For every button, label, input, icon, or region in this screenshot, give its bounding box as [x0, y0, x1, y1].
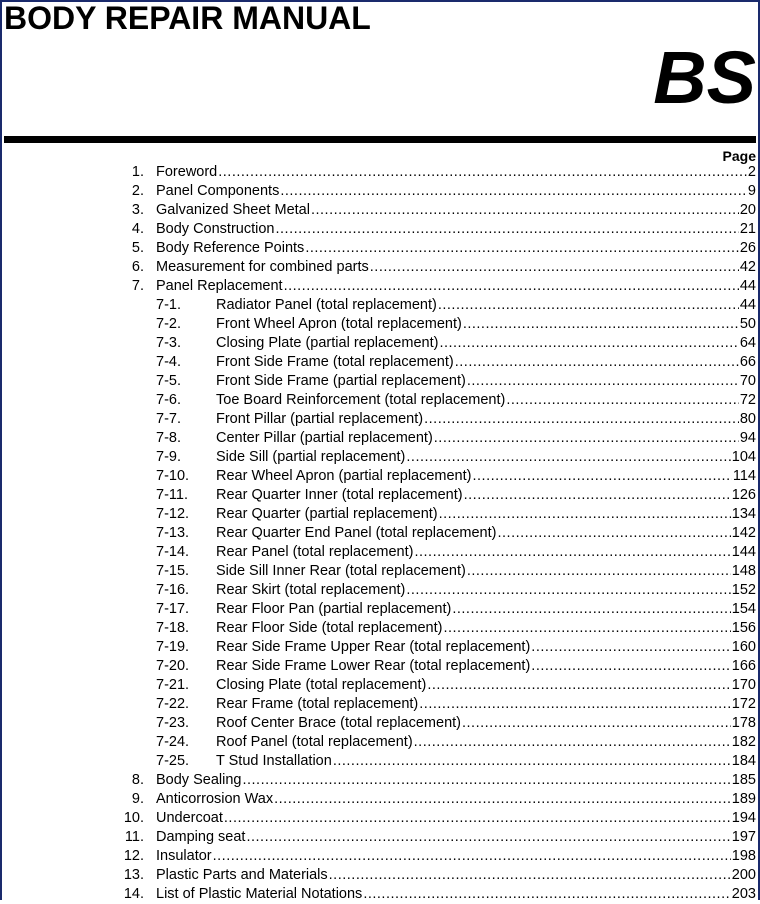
toc-subentry[interactable] — [0, 448, 760, 467]
toc-entry-title: Panel Components — [156, 183, 280, 199]
toc-entry[interactable] — [0, 182, 760, 201]
dot-leader — [218, 163, 747, 182]
toc-entry-title: Galvanized Sheet Metal — [156, 202, 310, 218]
toc-entry-line — [216, 505, 756, 524]
toc-entry-line — [216, 334, 756, 353]
dot-leader — [311, 201, 739, 220]
toc-entry-line — [156, 201, 756, 220]
toc-entry-number: 7-18. — [156, 620, 190, 636]
toc-entry-number: 3. — [131, 202, 144, 218]
toc-subentry[interactable] — [0, 695, 760, 714]
toc-entry-page: 70 — [739, 373, 756, 389]
toc-entry-title: Side Sill (partial replacement) — [216, 449, 406, 465]
toc-entry-page: 42 — [739, 259, 756, 275]
header-rule — [4, 136, 756, 143]
toc-entry-title: Closing Plate (partial replacement) — [216, 335, 439, 351]
toc-entry-line — [216, 581, 756, 600]
dot-leader — [443, 619, 730, 638]
toc-entry-number: 7-7. — [156, 411, 181, 427]
toc-subentry[interactable] — [0, 581, 760, 600]
toc-entry-line — [216, 638, 756, 657]
dot-leader — [464, 486, 731, 505]
dot-leader — [414, 733, 731, 752]
toc-subentry[interactable] — [0, 562, 760, 581]
dot-leader — [224, 809, 731, 828]
dot-leader — [274, 790, 731, 809]
toc-entry-line — [156, 885, 756, 904]
dot-leader — [305, 239, 739, 258]
toc-entry-line — [216, 543, 756, 562]
toc-entry-page: 104 — [731, 449, 756, 465]
toc-subentry[interactable] — [0, 315, 760, 334]
toc-entry-title: Rear Quarter (partial replacement) — [216, 506, 438, 522]
toc-entry-page: 126 — [731, 487, 756, 503]
toc-entry-number: 10. — [123, 810, 144, 826]
toc-entry-number: 7-3. — [156, 335, 181, 351]
toc-entry-title: Front Pillar (partial replacement) — [216, 411, 424, 427]
toc-subentry[interactable] — [0, 429, 760, 448]
toc-entry-number: 7-24. — [156, 734, 190, 750]
dot-leader — [414, 543, 730, 562]
toc-entry-page: 197 — [731, 829, 756, 845]
toc-subentry[interactable] — [0, 505, 760, 524]
page-column-label: Page — [722, 148, 756, 164]
toc-entry-title: Rear Side Frame Lower Rear (total replacement) — [216, 658, 531, 674]
toc-entry-page: 134 — [731, 506, 756, 522]
dot-leader — [280, 182, 747, 201]
toc-entry-page: 26 — [739, 240, 756, 256]
toc-entry-line — [156, 277, 756, 296]
dot-leader — [531, 638, 731, 657]
toc-entry-line — [216, 486, 756, 505]
dot-leader — [419, 695, 731, 714]
toc-entry-number: 11. — [124, 829, 144, 845]
toc-entry[interactable] — [0, 809, 760, 828]
toc-entry-line — [216, 391, 756, 410]
dot-leader — [406, 448, 730, 467]
toc-entry-line — [216, 733, 756, 752]
toc-subentry[interactable] — [0, 296, 760, 315]
toc-entry-number: 7-4. — [156, 354, 181, 370]
toc-entry-title: Center Pillar (partial replacement) — [216, 430, 433, 446]
toc-entry-line — [156, 163, 756, 182]
toc-entry-title: Closing Plate (total replacement) — [216, 677, 427, 693]
dot-leader — [427, 676, 730, 695]
toc-entry[interactable] — [0, 258, 760, 277]
toc-entry-line — [216, 619, 756, 638]
toc-entry-line — [216, 524, 756, 543]
toc-entry-line — [216, 315, 756, 334]
toc-entry-line — [216, 448, 756, 467]
toc-entry-title: Body Reference Points — [156, 240, 305, 256]
toc-entry-line — [216, 600, 756, 619]
toc-entry[interactable] — [0, 163, 760, 182]
toc-entry[interactable] — [0, 790, 760, 809]
toc-entry-number: 5. — [131, 240, 144, 256]
toc-subentry[interactable] — [0, 353, 760, 372]
dot-leader — [284, 277, 739, 296]
toc-entry-line — [216, 296, 756, 315]
toc-entry-number: 7-6. — [156, 392, 181, 408]
toc-entry-number: 7-12. — [156, 506, 190, 522]
toc-entry-number: 14. — [123, 886, 144, 902]
toc-entry-title: Rear Side Frame Upper Rear (total replacement) — [216, 639, 531, 655]
dot-leader — [439, 505, 731, 524]
toc-subentry[interactable] — [0, 410, 760, 429]
toc-entry[interactable] — [0, 847, 760, 866]
toc-entry-title: Rear Quarter End Panel (total replacement) — [216, 525, 497, 541]
toc-entry-page: 200 — [731, 867, 756, 883]
toc-entry-page: 203 — [731, 886, 756, 902]
toc-entry-title: Rear Panel (total replacement) — [216, 544, 414, 560]
toc-subentry[interactable] — [0, 486, 760, 505]
toc-entry-page: 182 — [731, 734, 756, 750]
toc-entry[interactable] — [0, 771, 760, 790]
dot-leader — [506, 391, 739, 410]
toc-entry-number: 7-20. — [156, 658, 190, 674]
toc-entry-line — [156, 220, 756, 239]
toc-entry-line — [156, 258, 756, 277]
toc-entry-title: Roof Panel (total replacement) — [216, 734, 413, 750]
toc-entry-line — [156, 828, 756, 847]
toc-entry-title: Insulator — [156, 848, 212, 864]
dot-leader — [467, 372, 739, 391]
toc-entry-title: Radiator Panel (total replacement) — [216, 297, 437, 313]
toc-entry-page: 66 — [739, 354, 756, 370]
toc-entry-number: 7-23. — [156, 715, 190, 731]
toc-subentry[interactable] — [0, 638, 760, 657]
toc-subentry[interactable] — [0, 372, 760, 391]
toc-entry[interactable] — [0, 277, 760, 296]
toc-entry-title: Rear Wheel Apron (partial replacement) — [216, 468, 472, 484]
toc-entry-number: 7-22. — [156, 696, 190, 712]
dot-leader — [424, 410, 739, 429]
toc-entry-line — [156, 771, 756, 790]
toc-entry-line — [216, 676, 756, 695]
toc-entry-number: 7-1. — [156, 297, 181, 313]
toc-entry-title: Toe Board Reinforcement (total replacement) — [216, 392, 506, 408]
dot-leader — [363, 885, 730, 904]
toc-entry-page: 178 — [731, 715, 756, 731]
toc-entry-title: Body Sealing — [156, 772, 242, 788]
table-of-contents — [0, 163, 760, 904]
toc-entry-number: 7-2. — [156, 316, 181, 332]
toc-subentry[interactable] — [0, 619, 760, 638]
toc-subentry[interactable] — [0, 714, 760, 733]
toc-entry-number: 7-15. — [156, 563, 190, 579]
toc-entry[interactable] — [0, 885, 760, 904]
toc-entry-page: 189 — [731, 791, 756, 807]
toc-entry-page: 144 — [731, 544, 756, 560]
toc-entry-number: 7-14. — [156, 544, 190, 560]
toc-entry-page: 172 — [731, 696, 756, 712]
toc-entry-page: 166 — [731, 658, 756, 674]
toc-entry-number: 8. — [131, 772, 144, 788]
toc-entry-number: 1. — [131, 164, 144, 180]
dot-leader — [333, 752, 731, 771]
toc-entry-title: Front Wheel Apron (total replacement) — [216, 316, 462, 332]
toc-subentry[interactable] — [0, 676, 760, 695]
toc-entry-title: List of Plastic Material Notations — [156, 886, 363, 902]
toc-entry-title: Undercoat — [156, 810, 223, 826]
toc-entry-page: 2 — [747, 164, 756, 180]
dot-leader — [213, 847, 731, 866]
toc-entry-line — [216, 695, 756, 714]
toc-entry-line — [216, 353, 756, 372]
toc-entry-page: 50 — [739, 316, 756, 332]
toc-entry-line — [156, 182, 756, 201]
dot-leader — [439, 334, 738, 353]
toc-entry-title: Rear Floor Pan (partial replacement) — [216, 601, 452, 617]
toc-entry-page: 152 — [731, 582, 756, 598]
toc-entry-page: 94 — [739, 430, 756, 446]
toc-entry-line — [216, 657, 756, 676]
toc-entry-page: 194 — [731, 810, 756, 826]
toc-entry[interactable] — [0, 239, 760, 258]
toc-entry[interactable] — [0, 866, 760, 885]
dot-leader — [455, 353, 739, 372]
toc-entry-title: Damping seat — [156, 829, 246, 845]
toc-entry-number: 9. — [131, 791, 144, 807]
toc-entry-page: 142 — [731, 525, 756, 541]
toc-entry-page: 44 — [739, 297, 756, 313]
toc-entry-line — [216, 372, 756, 391]
toc-entry-title: Body Construction — [156, 221, 275, 237]
toc-entry-page: 72 — [739, 392, 756, 408]
toc-entry-title: Plastic Parts and Materials — [156, 867, 328, 883]
toc-entry[interactable] — [0, 828, 760, 847]
toc-entry-page: 80 — [739, 411, 756, 427]
toc-subentry[interactable] — [0, 752, 760, 771]
toc-entry-title: Front Side Frame (total replacement) — [216, 354, 454, 370]
toc-entry-page: 154 — [731, 601, 756, 617]
toc-entry-number: 7-9. — [156, 449, 181, 465]
toc-entry-number: 12. — [123, 848, 144, 864]
toc-entry-number: 13. — [123, 867, 144, 883]
toc-entry[interactable] — [0, 220, 760, 239]
toc-entry-number: 7-8. — [156, 430, 181, 446]
toc-entry-title: Foreword — [156, 164, 218, 180]
dot-leader — [370, 258, 739, 277]
toc-subentry[interactable] — [0, 524, 760, 543]
toc-subentry[interactable] — [0, 657, 760, 676]
toc-entry-number: 6. — [131, 259, 144, 275]
toc-entry-title: Rear Skirt (total replacement) — [216, 582, 406, 598]
dot-leader — [463, 315, 739, 334]
toc-entry-line — [216, 714, 756, 733]
toc-entry-line — [216, 562, 756, 581]
toc-entry-title: Panel Replacement — [156, 278, 283, 294]
toc-entry-number: 7. — [131, 278, 144, 294]
toc-entry-number: 7-25. — [156, 753, 190, 769]
toc-entry[interactable] — [0, 201, 760, 220]
toc-entry-page: 170 — [731, 677, 756, 693]
toc-entry-number: 7-17. — [156, 601, 190, 617]
dot-leader — [275, 220, 738, 239]
dot-leader — [467, 562, 731, 581]
toc-subentry[interactable] — [0, 391, 760, 410]
toc-entry-page: 21 — [739, 221, 756, 237]
toc-entry-number: 7-19. — [156, 639, 190, 655]
toc-entry-line — [156, 809, 756, 828]
toc-entry-line — [216, 752, 756, 771]
dot-leader — [242, 771, 730, 790]
toc-entry-title: Rear Floor Side (total replacement) — [216, 620, 443, 636]
dot-leader — [434, 429, 739, 448]
toc-entry-page: 20 — [739, 202, 756, 218]
toc-entry-number: 2. — [131, 183, 144, 199]
manual-title: BODY REPAIR MANUAL — [4, 0, 371, 36]
toc-subentry[interactable] — [0, 600, 760, 619]
toc-entry-number: 7-16. — [156, 582, 190, 598]
toc-entry-line — [216, 410, 756, 429]
toc-entry-line — [156, 239, 756, 258]
toc-entry-title: T Stud Installation — [216, 753, 332, 769]
toc-entry-title: Front Side Frame (partial replacement) — [216, 373, 466, 389]
toc-entry-title: Roof Center Brace (total replacement) — [216, 715, 461, 731]
toc-entry-number: 7-11. — [156, 487, 188, 503]
dot-leader — [462, 714, 731, 733]
toc-entry-page: 44 — [739, 278, 756, 294]
toc-entry-line — [156, 790, 756, 809]
toc-entry-title: Rear Quarter Inner (total replacement) — [216, 487, 463, 503]
section-code: BS — [653, 36, 756, 119]
toc-entry-page: 64 — [739, 335, 756, 351]
toc-entry-title: Rear Frame (total replacement) — [216, 696, 419, 712]
toc-entry-line — [216, 467, 756, 486]
dot-leader — [406, 581, 730, 600]
toc-entry-page: 185 — [731, 772, 756, 788]
dot-leader — [472, 467, 731, 486]
toc-entry-number: 7-21. — [156, 677, 190, 693]
toc-entry-number: 7-5. — [156, 373, 181, 389]
dot-leader — [452, 600, 730, 619]
toc-subentry[interactable] — [0, 334, 760, 353]
toc-entry-line — [156, 847, 756, 866]
dot-leader — [438, 296, 739, 315]
toc-entry-page: 148 — [731, 563, 756, 579]
toc-entry-number: 4. — [131, 221, 144, 237]
toc-entry-page: 114 — [732, 468, 756, 484]
dot-leader — [329, 866, 731, 885]
toc-entry-page: 9 — [747, 183, 756, 199]
toc-subentry[interactable] — [0, 543, 760, 562]
toc-subentry[interactable] — [0, 467, 760, 486]
toc-entry-number: 7-13. — [156, 525, 190, 541]
toc-entry-page: 198 — [731, 848, 756, 864]
toc-entry-line — [216, 429, 756, 448]
toc-entry-page: 156 — [731, 620, 756, 636]
toc-entry-page: 160 — [731, 639, 756, 655]
toc-entry-line — [156, 866, 756, 885]
dot-leader — [246, 828, 730, 847]
toc-entry-title: Anticorrosion Wax — [156, 791, 274, 807]
toc-subentry[interactable] — [0, 733, 760, 752]
dot-leader — [497, 524, 730, 543]
toc-entry-title: Side Sill Inner Rear (total replacement) — [216, 563, 466, 579]
toc-entry-page: 184 — [731, 753, 756, 769]
toc-entry-title: Measurement for combined parts — [156, 259, 369, 275]
toc-entry-number: 7-10. — [156, 468, 190, 484]
dot-leader — [531, 657, 731, 676]
